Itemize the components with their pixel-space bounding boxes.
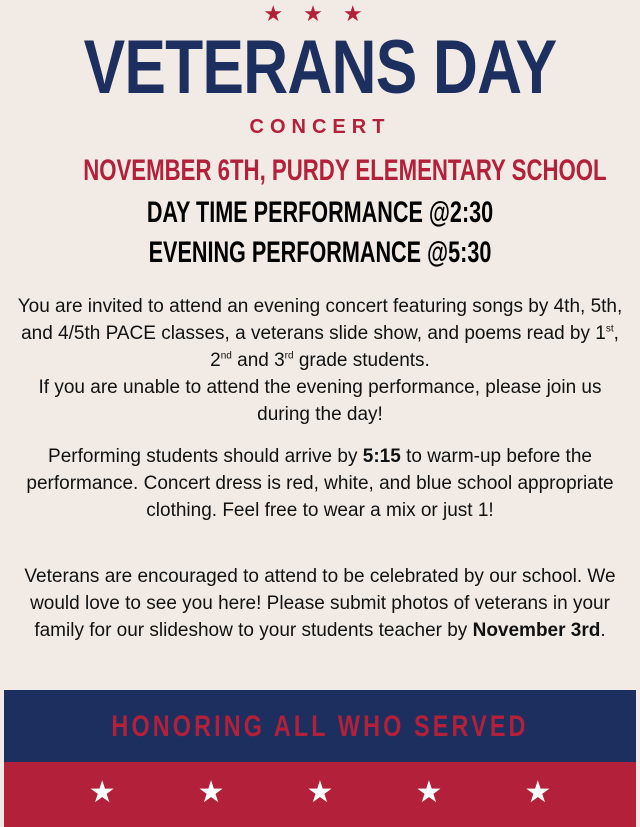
arrival-dress-paragraph: Performing students should arrive by 5:15 to warm-up before the performance. Concert dress is red, white, and blue school appropriate clothing. Feel free to wear a mix or just 1! bbox=[26, 446, 614, 521]
star-icon: ★ bbox=[197, 775, 225, 810]
star-icon: ★ bbox=[263, 2, 298, 27]
invitation-paragraph: You are invited to attend an evening concert featuring songs by 4th, 5th, and 4/5th PACE classes, a veterans slide show, and poems read by 1st, 2nd and 3rd grade students. If you are unable to attend the evening performance, please join us during the day! bbox=[17, 296, 623, 425]
star-icon: ★ bbox=[88, 775, 116, 810]
honor-banner bbox=[4, 690, 636, 762]
star-icon: ★ bbox=[306, 775, 334, 810]
veterans-paragraph: Veterans are encouraged to attend to be celebrated by our school. We would love to see you here! Please submit photos of veterans in your family for our slideshow to your students teacher by November 3rd. bbox=[24, 566, 616, 641]
star-icon: ★ bbox=[415, 775, 443, 810]
star-icon: ★ bbox=[303, 2, 337, 27]
top-stars bbox=[0, 2, 640, 27]
page-subtitle: CONCERT bbox=[249, 116, 391, 138]
star-icon: ★ bbox=[342, 2, 377, 27]
banner-text: HONORING ALL WHO SERVED bbox=[111, 710, 529, 743]
date-location: NOVEMBER 6TH, PURDY ELEMENTARY SCHOOL bbox=[83, 154, 607, 187]
star-icon: ★ bbox=[524, 775, 552, 810]
page-title: VETERANS DAY bbox=[83, 25, 557, 110]
day-performance-time: DAY TIME PERFORMANCE @2:30 bbox=[146, 196, 494, 229]
evening-performance-time: EVENING PERFORMANCE @5:30 bbox=[148, 236, 492, 269]
stars-banner bbox=[4, 762, 636, 827]
